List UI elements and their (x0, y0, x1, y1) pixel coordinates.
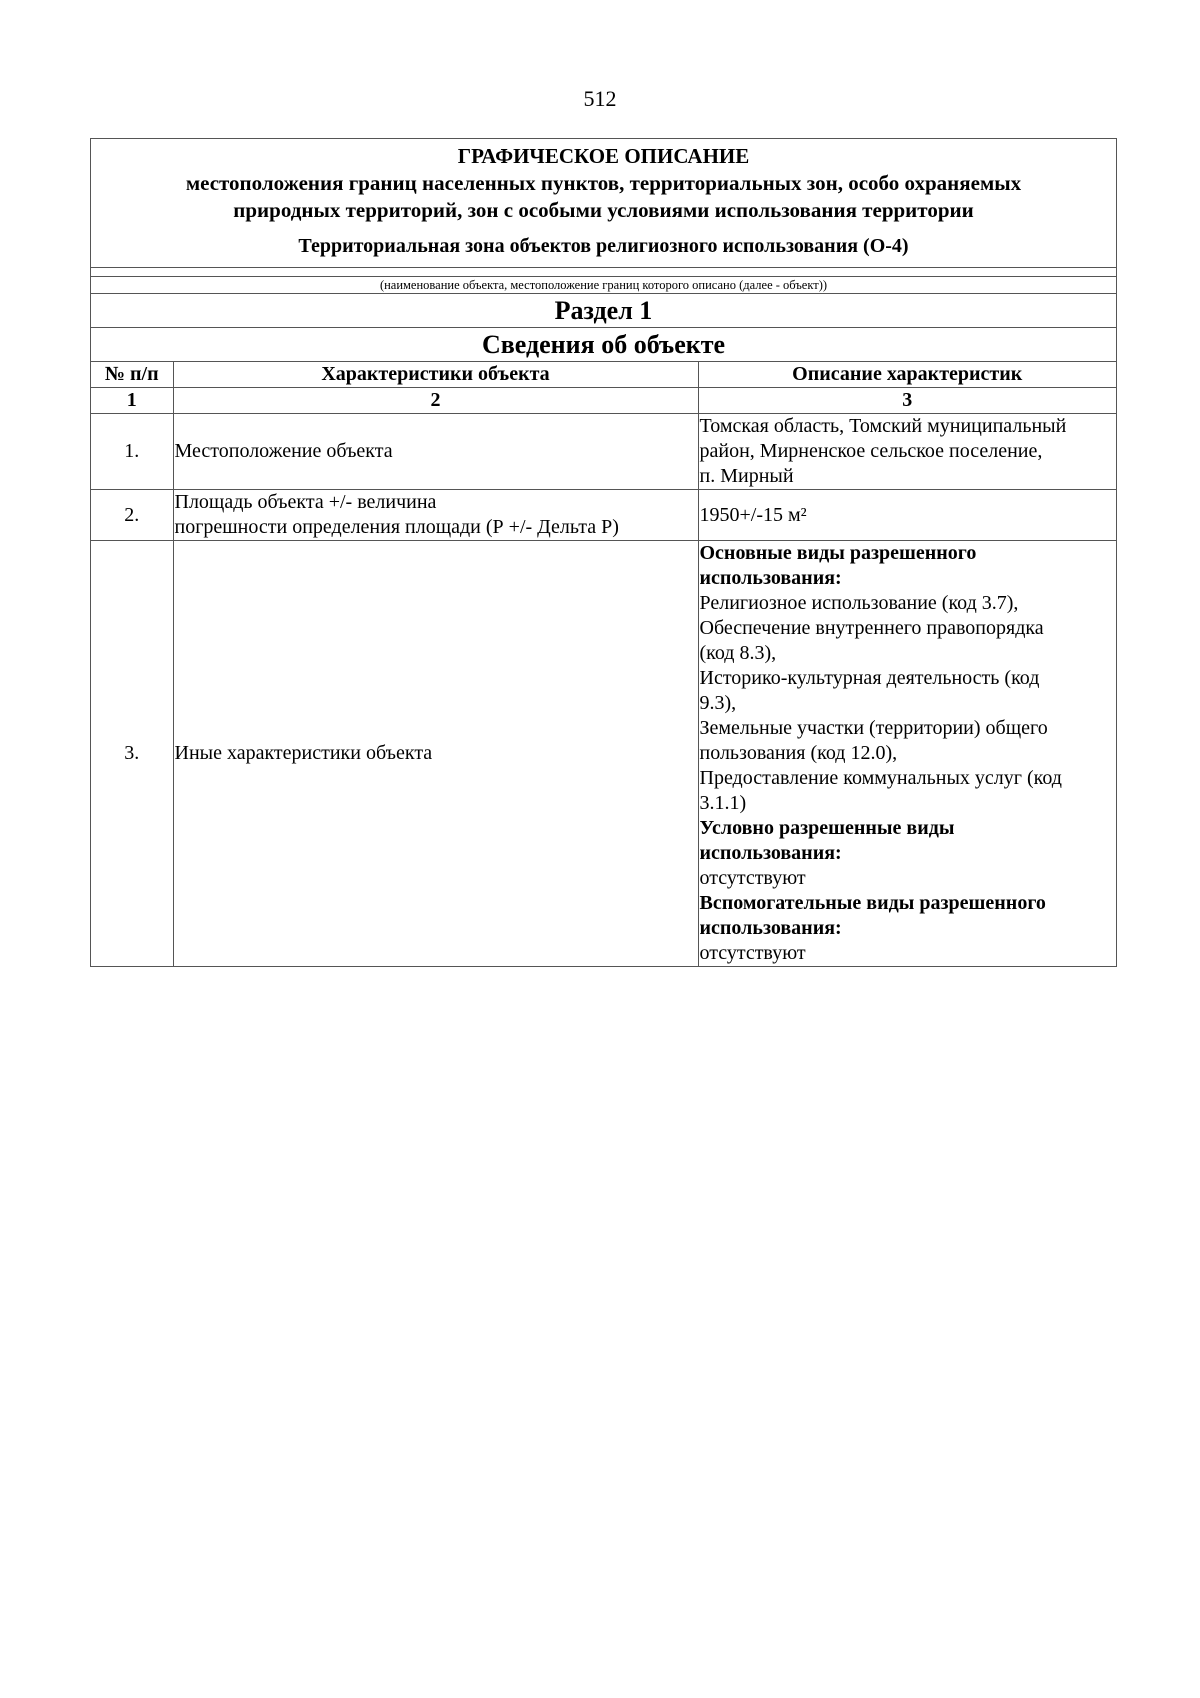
document-header (91, 139, 1116, 267)
document-title: ГРАФИЧЕСКОЕ ОПИСАНИЕ (457, 144, 750, 168)
column-number: 3 (698, 388, 1116, 414)
section-title: Раздел 1 (91, 293, 1116, 327)
document-subtitle-line-2: природных территорий, зон с особыми условиями использования территории (233, 198, 974, 222)
table-row (91, 490, 1116, 541)
row-number: 1. (91, 414, 173, 490)
divider (91, 267, 1116, 276)
main-use-item: 3.1.1) (699, 792, 747, 814)
object-info-table (91, 361, 1116, 966)
row-description (698, 490, 1116, 541)
main-use-item: Земельные участки (территории) общего (699, 717, 1048, 739)
column-number: 1 (91, 388, 173, 414)
main-uses-heading: использования: (699, 567, 842, 589)
column-number: 2 (173, 388, 698, 414)
conditional-uses-heading: использования: (699, 842, 842, 864)
header-number: № п/п (91, 362, 173, 388)
row-characteristic (173, 541, 698, 967)
row-number: 2. (91, 490, 173, 541)
row-characteristic (173, 490, 698, 541)
table-row (91, 414, 1116, 490)
table-header-row (91, 362, 1116, 388)
header-characteristics: Характеристики объекта (173, 362, 698, 388)
header-description: Описание характеристик (698, 362, 1116, 388)
main-use-item: Историко-культурная деятельность (код (699, 667, 1040, 689)
characteristic-text: Иные характеристики объекта (174, 742, 433, 764)
main-use-item: 9.3), (699, 692, 737, 714)
area-value: 1950+/-15 м² (699, 503, 807, 526)
main-use-item: Предоставление коммунальных услуг (код (699, 767, 1062, 789)
table-row (91, 541, 1116, 967)
main-uses-heading: Основные виды разрешенного (699, 542, 977, 564)
characteristic-text: Местоположение объекта (174, 440, 393, 462)
auxiliary-uses-value: отсутствуют (699, 942, 806, 964)
row-description (698, 414, 1116, 490)
column-number-row (91, 388, 1116, 414)
auxiliary-uses-heading: использования: (699, 917, 842, 939)
auxiliary-uses-heading: Вспомогательные виды разрешенного (699, 892, 1046, 914)
main-use-item: Религиозное использование (код 3.7), (699, 592, 1019, 614)
object-caption: (наименование объекта, местоположение границ которого описано (далее - объект)) (91, 276, 1116, 293)
row-number: 3. (91, 541, 173, 967)
zone-name: Территориальная зона объектов религиозного использования (О-4) (298, 235, 909, 257)
characteristic-text: погрешности определения площади (Р +/- Дельта Р) (174, 516, 619, 538)
row-description (698, 541, 1116, 967)
characteristic-text: Площадь объекта +/- величина (174, 491, 437, 513)
description-text: Томская область, Томский муниципальный (699, 415, 1067, 437)
conditional-uses-heading: Условно разрешенные виды (699, 817, 955, 839)
description-text: п. Мирный (699, 465, 794, 487)
document-form (90, 138, 1117, 967)
document-subtitle-line-1: местоположения границ населенных пунктов, территориальных зон, особо охраняемых (185, 171, 1022, 195)
row-characteristic (173, 414, 698, 490)
page-number: 512 (583, 86, 617, 111)
main-use-item: Обеспечение внутреннего правопорядка (699, 617, 1044, 639)
conditional-uses-value: отсутствуют (699, 867, 806, 889)
description-text: район, Мирненское сельское поселение, (699, 440, 1043, 462)
main-use-item: (код 8.3), (699, 642, 777, 664)
main-use-item: пользования (код 12.0), (699, 742, 898, 764)
section-subtitle: Сведения об объекте (91, 327, 1116, 361)
